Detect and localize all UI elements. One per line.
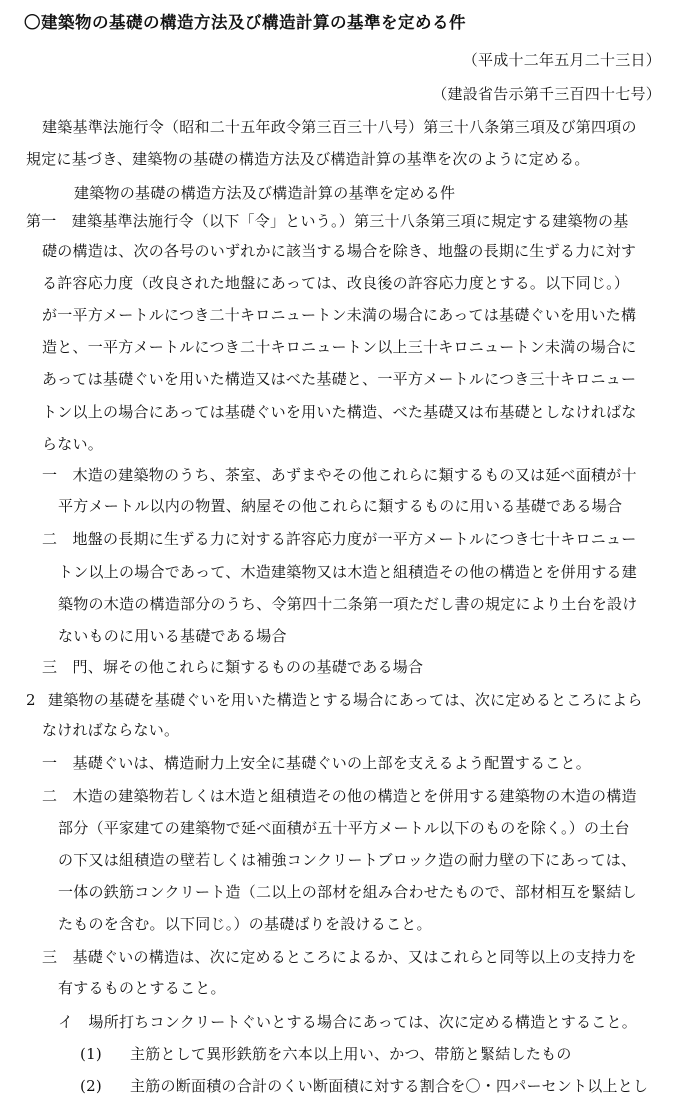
subsub-item bbox=[80, 1076, 648, 1096]
document-title: 〇建築物の基礎の構造方法及び構造計算の基準を定める件 bbox=[24, 13, 466, 32]
subsub-number: (2) bbox=[80, 1077, 102, 1095]
notice-number: （建設省告示第千三百四十七号） bbox=[432, 85, 661, 103]
para2-item-2-line: 二 木造の建築物若しくは木造と組積造その他の構造とを併用する建築物の木造の構造 bbox=[42, 787, 637, 805]
para2-item-3-line: 三 基礎ぐいの構造は、次に定めるところによるか、又はこれらと同等以上の支持力を bbox=[42, 948, 637, 966]
article-1-line: が一平方メートルにつき二十キロニュートン未満の場合にあっては基礎ぐいを用いた構 bbox=[42, 306, 637, 324]
subsub-number: (1) bbox=[80, 1045, 102, 1063]
issue-date: （平成十二年五月二十三日） bbox=[462, 51, 661, 69]
para2-item-2-line: たものを含む。以下同じ。）の基礎ばりを設けること。 bbox=[58, 915, 432, 933]
item-3-line: 三 門、塀その他これらに類するものの基礎である場合 bbox=[42, 658, 424, 676]
item-2-line: 二 地盤の長期に生ずる力に対する許容応力度が一平方メートルにつき七十キロニュー bbox=[42, 530, 637, 548]
article-1-line: らない。 bbox=[42, 435, 104, 453]
article-1-line: トン以上の場合にあっては基礎ぐいを用いた構造、べた基礎又は布基礎としなければな bbox=[42, 403, 637, 421]
para2-item-3-line: 有するものとすること。 bbox=[58, 979, 226, 997]
article-1-line: 礎の構造は、次の各号のいずれかに該当する場合を除き、地盤の長期に生ずる力に対す bbox=[42, 242, 637, 260]
subtitle: 建築物の基礎の構造方法及び構造計算の基準を定める件 bbox=[74, 184, 456, 202]
para2-item-2-line: 部分（平家建ての建築物で延べ面積が五十平方メートル以下のものを除く。）の土台 bbox=[58, 819, 630, 837]
article-1-line: 造と、一平方メートルにつき二十キロニュートン以上三十キロニュートン未満の場合に bbox=[42, 338, 637, 356]
subsub-text: 主筋の断面積の合計のくい断面積に対する割合を〇・四パーセント以上とし bbox=[130, 1077, 649, 1095]
paragraph-2-line: なければならない。 bbox=[42, 721, 180, 739]
item-2-line: ないものに用いる基礎である場合 bbox=[58, 627, 287, 645]
subitem-i: イ 場所打ちコンクリートぐいとする場合にあっては、次に定める構造とすること。 bbox=[58, 1013, 638, 1031]
paragraph-2-line bbox=[26, 690, 643, 710]
item-1-line: 平方メートル以内の物置、納屋その他これらに類するものに用いる基礎である場合 bbox=[58, 497, 623, 515]
article-1-line: あっては基礎ぐいを用いた構造又はべた基礎と、一平方メートルにつき三十キロニュー bbox=[42, 370, 637, 388]
para2-item-1-line: 一 基礎ぐいは、構造耐力上安全に基礎ぐいの上部を支えるよう配置すること。 bbox=[42, 754, 592, 772]
subsub-text: 主筋として異形鉄筋を六本以上用い、かつ、帯筋と緊結したもの bbox=[130, 1045, 572, 1063]
article-1-line: る許容応力度（改良された地盤にあっては、改良後の許容応力度とする。以下同じ。） bbox=[42, 274, 630, 292]
item-2-line: 築物の木造の構造部分のうち、令第四十二条第一項ただし書の規定により土台を設け bbox=[58, 595, 638, 613]
preamble-line: 建築基準法施行令（昭和二十五年政令第三百三十八号）第三十八条第三項及び第四項の bbox=[42, 118, 637, 136]
item-1-line: 一 木造の建築物のうち、茶室、あずまやその他これらに類するもの又は延べ面積が十 bbox=[42, 466, 637, 484]
paragraph-2-number: 2 bbox=[26, 691, 36, 709]
para2-item-2-line: 一体の鉄筋コンクリート造（二以上の部材を組み合わせたもので、部材相互を緊結し bbox=[58, 883, 637, 901]
paragraph-2-text: 建築物の基礎を基礎ぐいを用いた構造とする場合にあっては、次に定めるところによら bbox=[48, 691, 643, 709]
preamble-line: 規定に基づき、建築物の基礎の構造方法及び構造計算の基準を次のように定める。 bbox=[26, 150, 590, 168]
subsub-item bbox=[80, 1044, 572, 1064]
item-2-line: トン以上の場合であって、木造建築物又は木造と組積造その他の構造とを併用する建 bbox=[58, 563, 638, 581]
article-1-line: 第一 建築基準法施行令（以下「令」という。）第三十八条第三項に規定する建築物の基 bbox=[26, 212, 629, 230]
para2-item-2-line: の下又は組積造の壁若しくは補強コンクリートブロック造の耐力壁の下にあっては、 bbox=[58, 851, 637, 869]
